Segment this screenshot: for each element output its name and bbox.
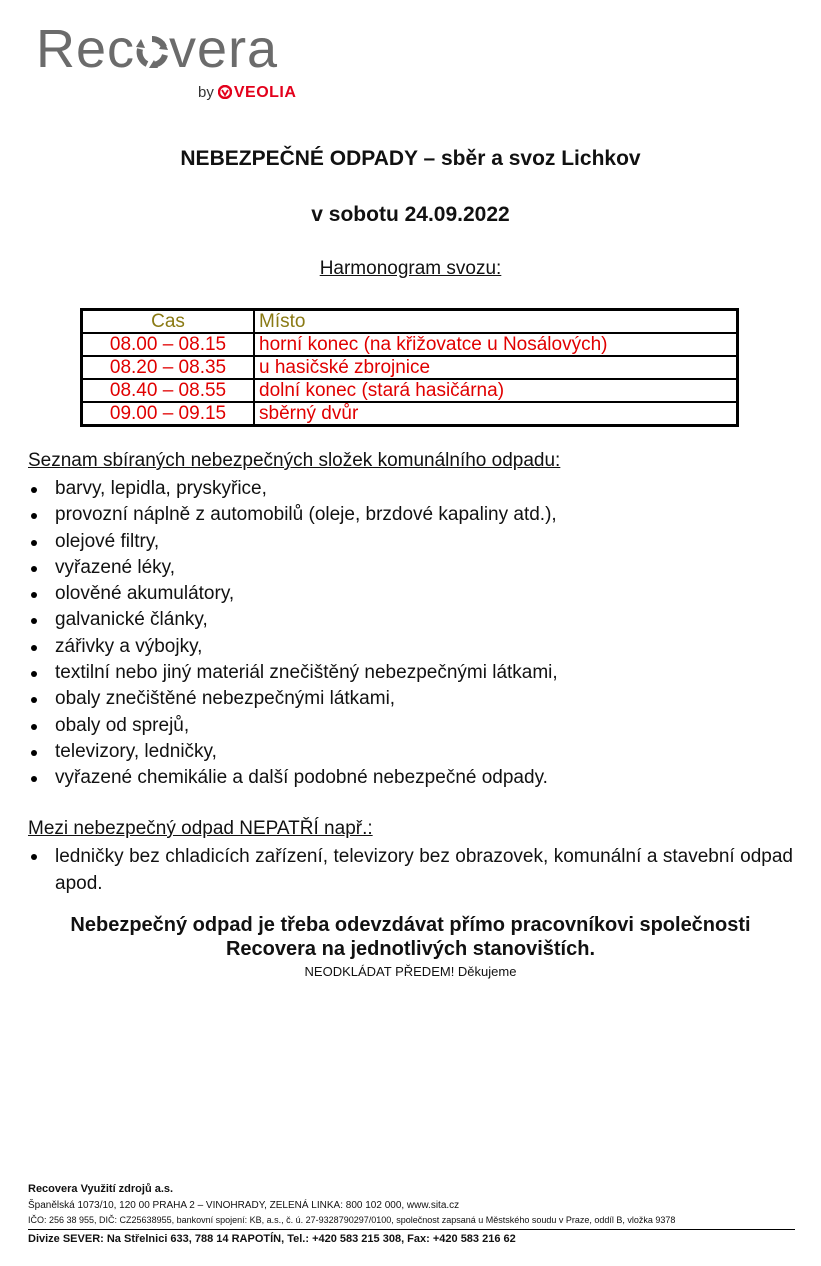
- cell-place: horní konec (na křižovatce u Nosálových): [254, 333, 738, 356]
- list-item: televizory, ledničky,: [28, 739, 798, 765]
- schedule-header-row: [82, 310, 738, 334]
- brand-wordmark: [36, 19, 279, 79]
- waste-list: [28, 476, 798, 792]
- list-item: olověné akumulátory,: [28, 581, 798, 607]
- table-row: [82, 402, 738, 426]
- list-item: textilní nebo jiný materiál znečištěný nebezpečnými látkami,: [28, 660, 798, 686]
- veolia-text: VEOLIA: [233, 84, 297, 101]
- header-place: Místo: [254, 310, 738, 334]
- footer-registration: IČO: 256 38 955, DIČ: CZ25638955, bankovní spojení: KB, a.s., č. ú. 27-9328790297/0100, společnost zapsaná u Městského soudu v Praze, oddíl B, vložka 9378: [28, 1215, 676, 1225]
- list-item: obaly znečištěné nebezpečnými látkami,: [28, 686, 798, 712]
- list-item: vyřazené léky,: [28, 555, 798, 581]
- cell-place: u hasičské zbrojnice: [254, 356, 738, 379]
- brand-text-start: Rec: [36, 19, 136, 79]
- not-heading: Mezi nebezpečný odpad NEPATŘÍ např.:: [28, 818, 373, 839]
- footer-company: Recovera Využití zdrojů a.s.: [28, 1183, 174, 1195]
- brand-text-end: vera: [169, 19, 279, 79]
- thanks-note: NEODKLÁDAT PŘEDEM! Děkujeme: [304, 964, 517, 979]
- veolia-icon: [218, 85, 232, 99]
- cell-time: 08.20 – 08.35: [82, 356, 255, 379]
- list-item: vyřazené chemikálie a další podobné nebezpečné odpady.: [28, 765, 798, 791]
- table-row: [82, 356, 738, 379]
- cell-place: dolní konec (stará hasičárna): [254, 379, 738, 402]
- notice-line: Recovera na jednotlivých stanovištích.: [225, 938, 595, 960]
- footer-divider: [28, 1229, 795, 1230]
- list-item: galvanické články,: [28, 607, 798, 633]
- table-row: [82, 333, 738, 356]
- footer-division: Divize SEVER: Na Střelnici 633, 788 14 RAPOTÍN, Tel.: +420 583 215 308, Fax: +420 583 216 62: [28, 1233, 516, 1245]
- schedule-heading: Harmonogram svozu:: [319, 258, 502, 279]
- list-heading: Seznam sbíraných nebezpečných složek komunálního odpadu:: [28, 450, 561, 471]
- list-item: obaly od sprejů,: [28, 713, 798, 739]
- list-item: ledničky bez chladicích zařízení, televizory bez obrazovek, komunální a stavební odpad apod.: [28, 843, 793, 897]
- recovera-logo: [36, 19, 326, 110]
- cell-time: 08.00 – 08.15: [82, 333, 255, 356]
- recycle-o-icon: [135, 35, 169, 69]
- footer-address: Španělská 1073/10, 120 00 PRAHA 2 – VINOHRADY, ZELENÁ LINKA: 800 102 000, www.sita.cz: [28, 1200, 460, 1211]
- by-text: by: [198, 84, 214, 101]
- cell-place: sběrný dvůr: [254, 402, 738, 426]
- notice-line: Nebezpečný odpad je třeba odevzdávat přímo pracovníkovi společnosti: [70, 914, 751, 936]
- list-item: olejové filtry,: [28, 529, 798, 555]
- notice: [0, 913, 821, 961]
- list-item: provozní náplně z automobilů (oleje, brzdové kapaliny atd.),: [28, 502, 798, 528]
- list-item: barvy, lepidla, pryskyřice,: [28, 476, 798, 502]
- veolia-byline: [198, 84, 296, 102]
- event-date: v sobotu 24.09.2022: [311, 203, 510, 226]
- list-item: zářivky a výbojky,: [28, 634, 798, 660]
- cell-time: 08.40 – 08.55: [82, 379, 255, 402]
- table-row: [82, 379, 738, 402]
- page-title: NEBEZPEČNÉ ODPADY – sběr a svoz Lichkov: [180, 147, 641, 170]
- cell-time: 09.00 – 09.15: [82, 402, 255, 426]
- not-list: [28, 843, 793, 897]
- schedule-table: [80, 308, 739, 427]
- header-time: Cas: [82, 310, 255, 334]
